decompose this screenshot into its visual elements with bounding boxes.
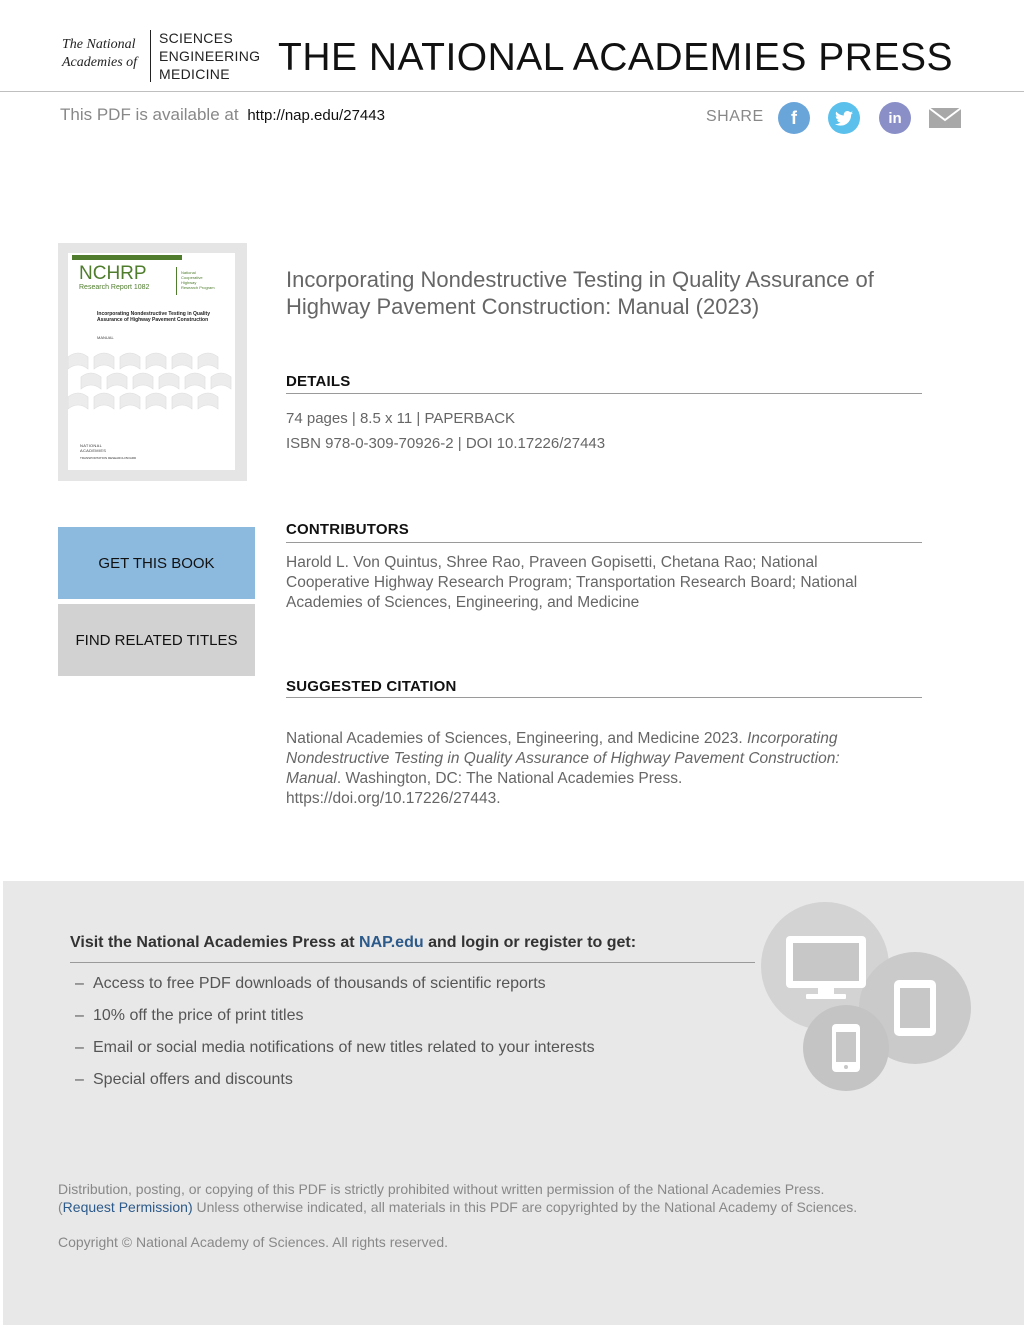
benefit-dash: – <box>75 1039 84 1056</box>
logo-line: The National <box>62 37 136 52</box>
find-related-titles-button[interactable]: FIND RELATED TITLES <box>58 604 255 676</box>
pdf-availability <box>60 105 385 125</box>
citation-heading: SUGGESTED CITATION <box>286 678 457 695</box>
legal-paren: ( <box>58 1199 63 1215</box>
citation-title: Manual <box>286 770 337 787</box>
citation-line <box>286 729 926 749</box>
contributors-line: Academies of Sciences, Engineering, and Medicine <box>286 594 640 611</box>
book-url-link[interactable]: http://nap.edu/27443 <box>247 107 385 124</box>
press-title: THE NATIONAL ACADEMIES PRESS <box>278 36 953 79</box>
logo-line: ENGINEERING <box>159 48 261 64</box>
book-title-line: Incorporating Nondestructive Testing in Quality Assurance of <box>286 267 874 292</box>
legal-text: Unless otherwise indicated, all materials in this PDF are copyrighted by the National Academy of Sciences. <box>192 1199 858 1215</box>
header <box>0 0 1024 92</box>
legal-line <box>58 1198 958 1216</box>
citation-body <box>286 729 926 809</box>
visit-suffix: and login or register to get: <box>423 934 637 951</box>
linkedin-glyph: in <box>888 109 902 127</box>
details-divider <box>286 393 922 394</box>
citation-line <box>286 789 926 809</box>
cover-pattern-graphic <box>68 349 235 419</box>
book-title <box>286 266 926 320</box>
cover-divider <box>176 267 177 295</box>
citation-title: Nondestructive Testing in Quality Assurance of Highway Pavement Construction: <box>286 750 840 767</box>
email-icon[interactable] <box>928 106 962 130</box>
benefit-item <box>75 1071 293 1089</box>
benefit-item <box>75 1039 595 1057</box>
benefit-dash: – <box>75 1071 84 1088</box>
legal-notice <box>58 1180 958 1216</box>
linkedin-icon[interactable] <box>879 102 911 134</box>
visit-nap-heading <box>70 934 636 952</box>
phone-icon <box>832 1024 860 1072</box>
cover-program-line: Cooperative <box>181 275 203 280</box>
book-cover[interactable] <box>68 253 235 470</box>
contributors-heading: CONTRIBUTORS <box>286 521 409 538</box>
benefit-dash: – <box>75 975 84 992</box>
get-this-book-button[interactable]: GET THIS BOOK <box>58 527 255 599</box>
cover-program-line: Highway <box>181 280 197 285</box>
details-line: 74 pages | 8.5 x 11 | PAPERBACK <box>286 410 516 427</box>
contributors-line: Harold L. Von Quintus, Shree Rao, Praveen Gopisetti, Chetana Rao; National <box>286 554 818 571</box>
cover-subtitle: MANUAL <box>97 335 114 340</box>
header-divider <box>0 91 1024 92</box>
availability-label: This PDF is available at <box>60 105 239 124</box>
citation-doi-link[interactable]: https://doi.org/10.17226/27443. <box>286 790 501 807</box>
benefit-text: 10% off the price of print titles <box>93 1007 304 1024</box>
share-label: SHARE <box>706 108 764 125</box>
citation-line <box>286 769 926 789</box>
nas-logo-text <box>62 36 137 72</box>
contributors-divider <box>286 542 922 543</box>
logo-line: Academies of <box>62 55 138 70</box>
benefit-text: Email or social media notifications of new titles related to your interests <box>93 1039 595 1056</box>
cover-program-line: Research Program <box>181 285 215 290</box>
cover-title: Incorporating Nondestructive Testing in Quality Assurance of Highway Pavement Construction <box>97 311 210 323</box>
cover-report-number: Research Report 1082 <box>79 284 150 291</box>
benefit-dash: – <box>75 1007 84 1024</box>
nap-link[interactable]: NAP.edu <box>359 934 424 951</box>
cover-publisher-line: ACADEMIES <box>80 448 107 453</box>
contributors-body <box>286 553 926 613</box>
citation-line <box>286 749 926 769</box>
contributors-line: Cooperative Highway Research Program; Transportation Research Board; National <box>286 574 858 591</box>
details-body <box>286 406 605 456</box>
details-heading: DETAILS <box>286 373 351 390</box>
cover-accent-bar <box>72 255 182 260</box>
logo-line: SCIENCES <box>159 30 233 46</box>
benefit-text: Access to free PDF downloads of thousands of scientific reports <box>93 975 546 992</box>
devices-illustration <box>760 902 972 1092</box>
citation-title: Incorporating <box>746 730 838 747</box>
benefit-item <box>75 1007 303 1025</box>
cover-program-line: National <box>181 270 196 275</box>
envelope-glyph <box>928 107 962 129</box>
cover-series: NCHRP <box>79 263 147 284</box>
cover-publisher <box>80 443 106 453</box>
logo-divider <box>150 30 151 82</box>
citation-publisher: . Washington, DC: The National Academies Press. <box>336 770 683 787</box>
cover-trb: TRANSPORTATION RESEARCH BOARD <box>80 456 137 460</box>
tablet-icon <box>894 980 936 1036</box>
benefit-item <box>75 975 546 993</box>
citation-authors: National Academies of Sciences, Engineering, and Medicine 2023. <box>286 730 747 747</box>
visit-divider <box>70 962 755 963</box>
logo-line: MEDICINE <box>159 66 230 82</box>
legal-line: Distribution, posting, or copying of this PDF is strictly prohibited without written permission of the National Academies Press. <box>58 1181 825 1197</box>
benefit-text: Special offers and discounts <box>93 1071 293 1088</box>
citation-divider <box>286 697 922 698</box>
cover-program <box>181 270 215 290</box>
copyright-notice: Copyright © National Academy of Sciences. All rights reserved. <box>58 1234 449 1250</box>
request-permission-link[interactable]: Request Permission) <box>62 1199 193 1215</box>
book-title-line: Highway Pavement Construction: Manual (2023) <box>286 294 760 319</box>
twitter-icon[interactable] <box>828 102 860 134</box>
facebook-icon[interactable] <box>778 102 810 134</box>
cover-publisher-line: NATIONAL <box>80 443 103 448</box>
facebook-glyph: f <box>791 107 797 128</box>
nas-logo-disciplines <box>159 29 260 83</box>
share-bar <box>706 102 966 136</box>
details-line: ISBN 978-0-309-70926-2 | DOI 10.17226/27443 <box>286 435 606 452</box>
visit-prefix: Visit the National Academies Press at <box>70 934 360 951</box>
twitter-bird-glyph <box>835 111 853 126</box>
